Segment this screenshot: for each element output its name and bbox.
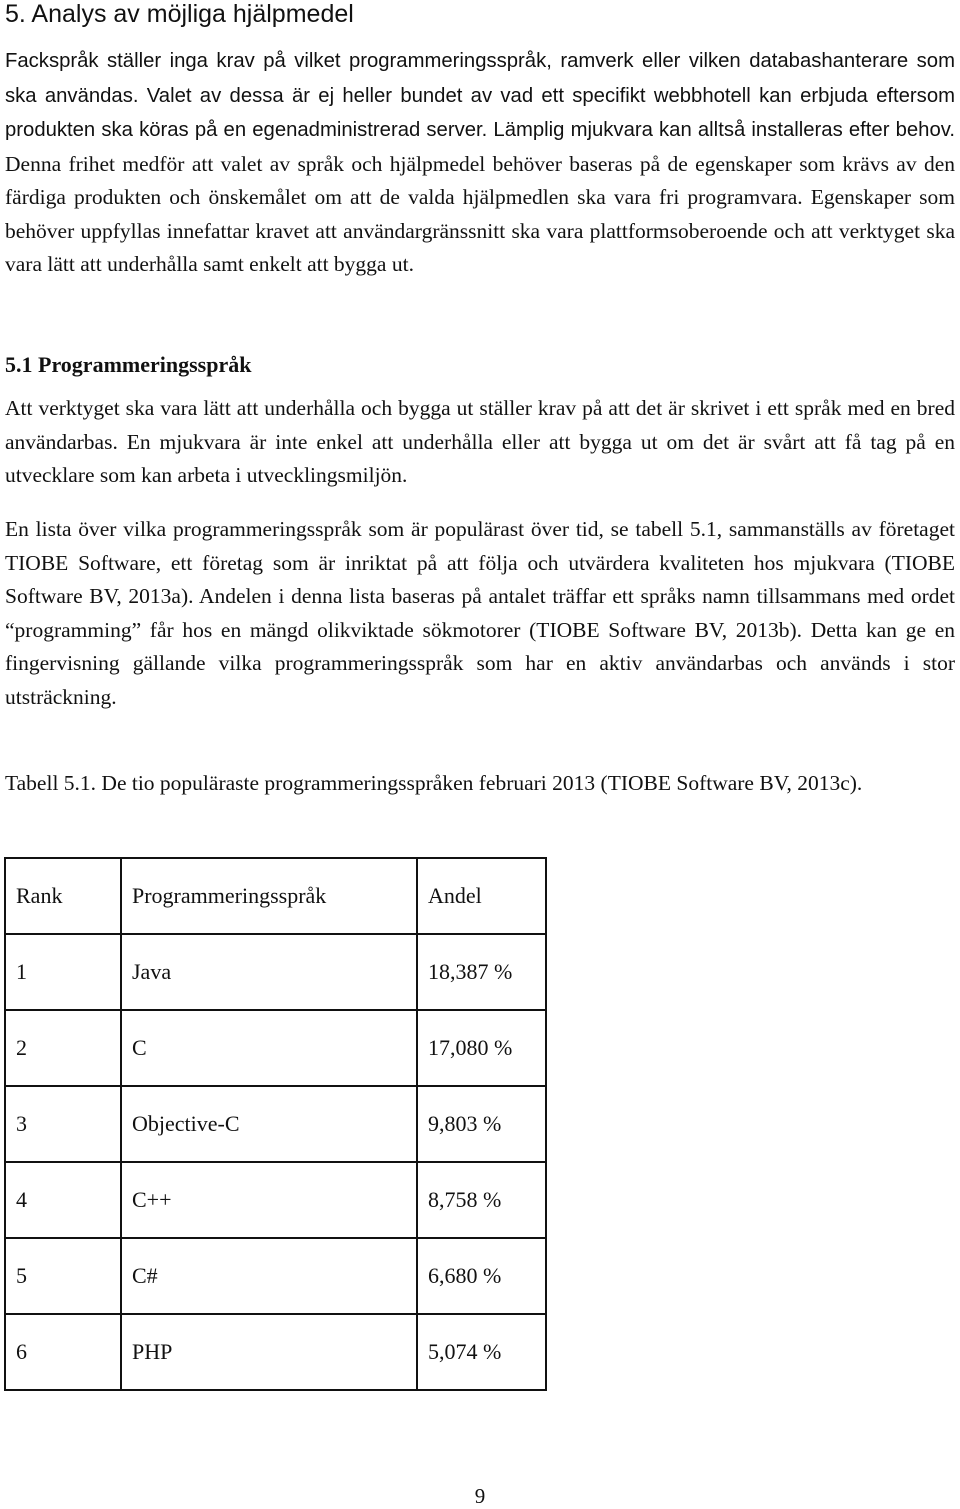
cell-share: 17,080 % — [417, 1010, 546, 1086]
cell-share: 6,680 % — [417, 1238, 546, 1314]
table-row — [5, 1314, 546, 1390]
cell-language: C++ — [121, 1162, 417, 1238]
subsection-heading: 5.1 Programmeringsspråk — [5, 352, 252, 377]
cell-language: Objective-C — [121, 1086, 417, 1162]
table-row — [5, 1238, 546, 1314]
table-row — [5, 1010, 546, 1086]
cell-language: PHP — [121, 1314, 417, 1390]
intro-paragraph — [5, 44, 955, 282]
cell-share: 9,803 % — [417, 1086, 546, 1162]
intro-paragraph-serif-part: Denna frihet medför att valet av språk och hjälpmedel behöver baseras på de egenskaper som krävs av den färdiga produkten och önskemålet om att de valda hjälpmedlen ska vara fri programvara. Egenskaper som behöver uppfyllas innefattar kravet att användargränssnitt ska vara plattformsoberoende och att verktyget ska vara lätt att underhålla samt enkelt att bygga ut. — [5, 151, 955, 276]
table-caption: Tabell 5.1. De tio populäraste programmeringsspråken februari 2013 (TIOBE Software BV, 2013c). — [5, 771, 863, 795]
header-rank: Rank — [5, 858, 121, 934]
paragraph-user-base: Att verktyget ska vara lätt att underhålla och bygga ut ställer krav på att det är skrivet i ett språk med en bred användarbas. En mjukvara är inte enkel att underhålla eller att bygga ut om det är svårt att få tag på en utvecklare som kan arbeta i utvecklingsmiljön. — [5, 396, 955, 487]
intro-paragraph-sans-part: Fackspråk ställer inga krav på vilket programmeringsspråk, ramverk eller vilken databashanterare som ska användas. Valet av dessa är ej heller bundet av vad ett specifikt webbhotell kan erbjuda eftersom produkten ska köras på en egenadministrerad server. Lämplig mjukvara kan alltså installeras efter behov. — [5, 50, 955, 141]
section-heading: 5. Analys av möjliga hjälpmedel — [5, 0, 354, 28]
cell-language: Java — [121, 934, 417, 1010]
table-row — [5, 934, 546, 1010]
cell-rank: 6 — [5, 1314, 121, 1390]
cell-rank: 1 — [5, 934, 121, 1010]
cell-share: 5,074 % — [417, 1314, 546, 1390]
page-number: 9 — [474, 1484, 486, 1508]
cell-share: 8,758 % — [417, 1162, 546, 1238]
table-row — [5, 1162, 546, 1238]
cell-share: 18,387 % — [417, 934, 546, 1010]
languages-table — [4, 857, 547, 1391]
cell-language: C — [121, 1010, 417, 1086]
paragraph-tiobe: En lista över vilka programmeringsspråk som är populärast över tid, se tabell 5.1, sammanställs av företaget TIOBE Software, ett företag som är inriktat på att följa och utvärdera kvaliteten hos mjukvara (TIOBE Software BV, 2013a). Andelen i denna lista baseras på antalet träffar ett språks namn tillsammans med ordet “programming” får hos en mängd olikviktade sökmotorer (TIOBE Software BV, 2013b). Detta kan ge en fingervisning gällande vilka programmeringsspråk som har en aktiv användarbas och används i stor utsträckning. — [5, 517, 955, 709]
cell-rank: 3 — [5, 1086, 121, 1162]
table-row — [5, 1086, 546, 1162]
header-share: Andel — [417, 858, 546, 934]
table-header-row — [5, 858, 546, 934]
cell-rank: 2 — [5, 1010, 121, 1086]
cell-language: C# — [121, 1238, 417, 1314]
cell-rank: 5 — [5, 1238, 121, 1314]
cell-rank: 4 — [5, 1162, 121, 1238]
header-language: Programmeringsspråk — [121, 858, 417, 934]
